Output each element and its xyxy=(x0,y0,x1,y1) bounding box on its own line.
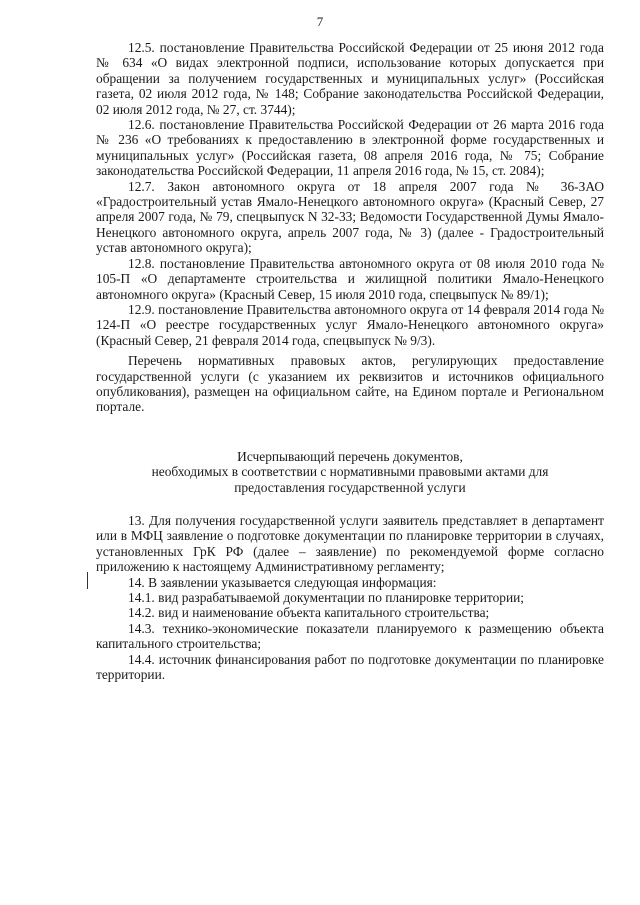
paragraph-12-8: 12.8. постановление Правительства автономного округа от 08 июля 2010 года № 105-П «О департаменте строительства и жилищной политики Ямало-Ненецкого автономного округа» (Красный Север, 15 июля 2010 года, спецвыпуск № 89/1); xyxy=(96,255,604,302)
paragraph-14-2: 14.2. вид и наименование объекта капитального строительства; xyxy=(128,605,490,621)
paragraph-14-4: 14.4. источник финансирования работ по подготовке документации по планировке территории. xyxy=(96,651,604,683)
heading-line-3: предоставления государственной услуги xyxy=(234,479,466,495)
paragraph-12-5: 12.5. постановление Правительства Российской Федерации от 25 июня 2012 года № 634 «О видах электронной подписи, использование которых допускается при обращении за получением государственных и муниципальных услуг» (Российская газета, 02 июля 2012 года, № 148; Собрание законодательства Российской Федерации, 02 июля 2012 года, № 27, ст. 3744); xyxy=(96,40,604,117)
paragraph-14: 14. В заявлении указывается следующая информация: xyxy=(128,574,437,590)
paragraph-legal-acts-list: Перечень нормативных правовых актов, регулирующих предоставление государственной услуги (с указанием их реквизитов и источников официального опубликования), размещен на официальном сайте, на Едином портале и Региональном портале. xyxy=(96,353,604,415)
paragraph-14-3: 14.3. технико-экономические показатели планируемого к размещению объекта капитального строительства; xyxy=(96,620,604,652)
paragraph-13: 13. Для получения государственной услуги заявитель представляет в департамент или в МФЦ заявление о подготовке документации по планировке территории в случаях, установленных ГрК РФ (далее – заявление) по рекомендуемой форме согласно приложению к настоящему Административному регламенту; xyxy=(96,512,604,575)
paragraph-12-7: 12.7. Закон автономного округа от 18 апреля 2007 года № 36-ЗАО «Градостроительный устав Ямало-Ненецкого автономного округа» (Красный Север, 27 апреля 2007 года, № 79, спецвыпуск N 32-33; Ведомости Государственной Думы Ямало-Ненецкого автономного округа, апрель 2007 года, № 3) (далее - Градостроительный устав автономного округа); xyxy=(96,178,604,256)
heading-line-2: необходимых в соответствии с нормативными правовыми актами для xyxy=(151,464,549,480)
paragraph-14-1: 14.1. вид разрабатываемой документации по планировке территории; xyxy=(128,590,525,605)
page-number: 7 xyxy=(316,14,324,29)
document-body xyxy=(96,40,604,682)
margin-change-bar xyxy=(87,572,88,589)
paragraph-12-6: 12.6. постановление Правительства Российской Федерации от 26 марта 2016 года № 236 «О требованиях к предоставлению в электронной форме государственных и муниципальных услуг» (Российская газета, 08 апреля 2016 года, № 75; Собрание законодательства Российской Федерации, 11 апреля 2016 года, № 15, ст. 2084); xyxy=(96,117,604,179)
section-heading xyxy=(96,449,604,495)
heading-line-1: Исчерпывающий перечень документов, xyxy=(237,448,463,464)
paragraph-12-9: 12.9. постановление Правительства автономного округа от 14 февраля 2014 года № 124-П «О реестре государственных услуг Ямало-Ненецкого автономного округа» (Красный Север, 21 февраля 2014 года, спецвыпуск № 9/3). xyxy=(96,301,604,348)
